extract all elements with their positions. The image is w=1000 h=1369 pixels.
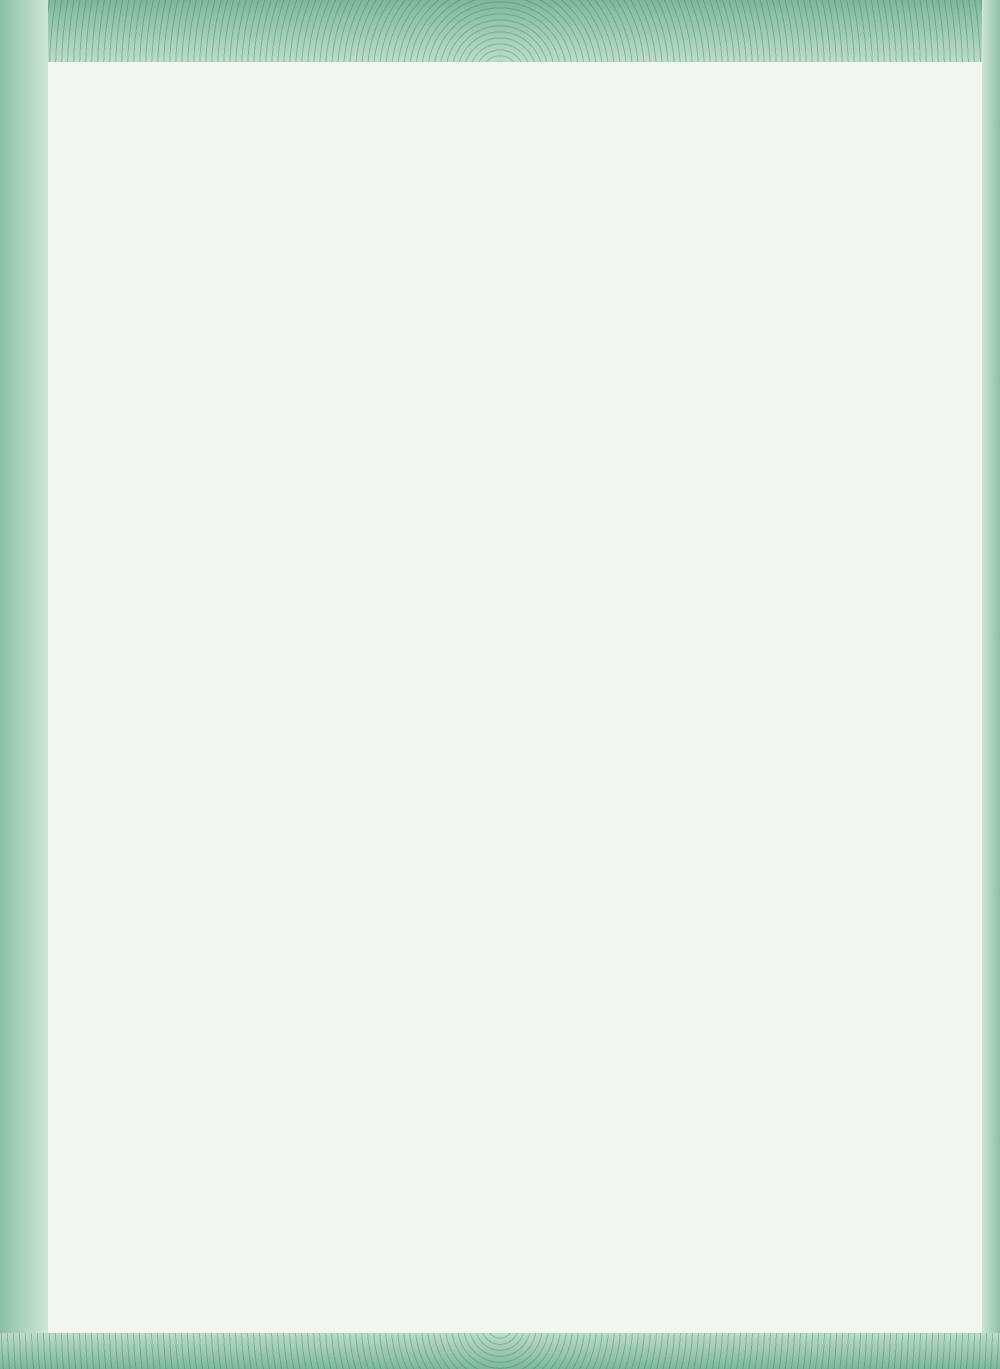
rosette-column <box>6 60 42 1320</box>
document-paper <box>48 62 982 1333</box>
security-border-top <box>0 0 1000 62</box>
security-border-bottom <box>0 1333 1000 1369</box>
security-border-right <box>982 0 1000 1369</box>
